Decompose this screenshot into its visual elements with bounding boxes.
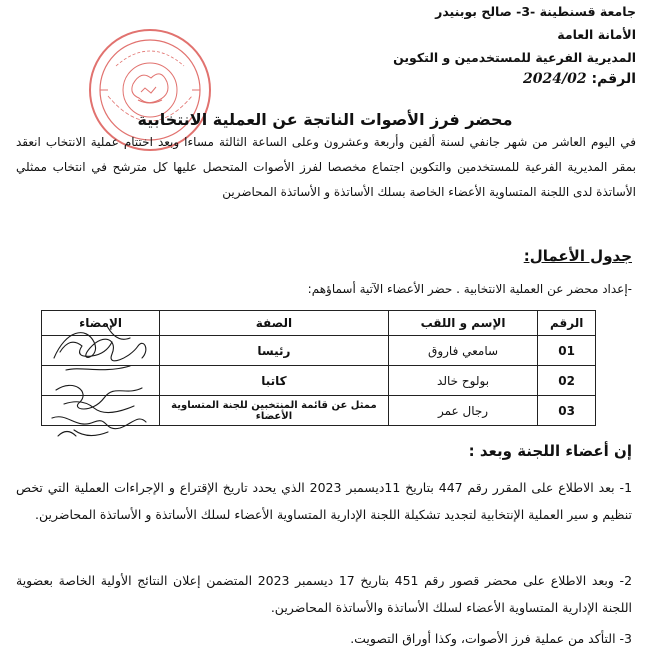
table-header-row bbox=[42, 311, 596, 336]
row-signature bbox=[42, 336, 160, 366]
row-signature bbox=[42, 396, 160, 426]
row-role: كاتبا bbox=[160, 366, 389, 396]
document-title: محضر فرز الأصوات الناتجة عن العملية الانتخابية bbox=[137, 110, 513, 129]
committee-item-3: 3- التأكد من عملية فرز الأصوات، وكذا أوراق التصويت. bbox=[350, 631, 632, 646]
row-role: ممثل عن قائمة المنتخبين للجنة المتساوية الأعضاء bbox=[160, 396, 389, 426]
row-number: 01 bbox=[538, 336, 596, 366]
table-row bbox=[42, 396, 596, 426]
row-name: رجال عمر bbox=[388, 396, 538, 426]
row-number: 02 bbox=[538, 366, 596, 396]
reference-value: 2024/02 bbox=[523, 71, 587, 87]
secretariat-name: الأمانة العامة bbox=[557, 27, 636, 42]
reference-number bbox=[523, 71, 636, 87]
row-signature bbox=[42, 366, 160, 396]
row-name: سامعي فاروق bbox=[388, 336, 538, 366]
reference-label: الرقم: bbox=[591, 71, 636, 87]
table-row bbox=[42, 366, 596, 396]
header-name: الإسم و اللقب bbox=[388, 311, 538, 336]
header-number: الرقم bbox=[538, 311, 596, 336]
header-role: الصفة bbox=[160, 311, 389, 336]
committee-item-1: 1- بعد الاطلاع على المقرر رقم 447 بتاريخ 11ديسمبر 2023 الذي يحدد تاريخ الإقتراع و الإجراءات العملية التي تخص تنظيم و سير العملية الإنتخابية لتجديد تشكيلة اللجنة الإدارية المتساوية الأعضاء لسلك الأساتذة و الأساتذة المحاضرين. bbox=[16, 480, 633, 522]
committee-heading: إن أعضاء اللجنة وبعد : bbox=[468, 442, 632, 460]
committee-item-2: 2- وبعد الاطلاع على محضر قصور رقم 451 بتاريخ 17 ديسمبر 2023 المتضمن إعلان النتائج الأولية الخاصة بعضوية اللجنة الإدارية المتساوية الأعضاء لسلك الأساتذة والأساتذة المحاضرين. bbox=[16, 573, 633, 615]
row-role: رئيسا bbox=[160, 336, 389, 366]
university-name: جامعة قسنطينة -3- صالح بوبنيدر bbox=[435, 4, 636, 19]
directorate-name: المديرية الفرعية للمستخدمين و التكوين bbox=[393, 50, 636, 65]
table-row bbox=[42, 336, 596, 366]
header-signature: الإمضاء bbox=[42, 311, 160, 336]
members-table bbox=[41, 310, 596, 426]
row-name: بولوح خالد bbox=[388, 366, 538, 396]
intro-paragraph: في اليوم العاشر من شهر جانفي لسنة ألفين وأربعة وعشرون وعلى الساعة الثالثة مساءا وبعد اختتام عملية الانتخاب انعقد بمقر المديرية الفرعية للمستخدمين والتكوين اجتماع مخصصا لفرز الأصوات المتحصل عليها كل مترشح في انتخاب ممثلي الأساتذة لدى اللجنة المتساوية الأعضاء الخاصة بسلك الأساتذة و الأساتذة المحاضرين bbox=[16, 135, 636, 199]
agenda-heading: جدول الأعمال: bbox=[523, 247, 632, 265]
row-number: 03 bbox=[538, 396, 596, 426]
agenda-item: -إعداد محضر عن العملية الانتخابية . حضر الأعضاء الآتية أسماؤهم: bbox=[307, 282, 632, 296]
